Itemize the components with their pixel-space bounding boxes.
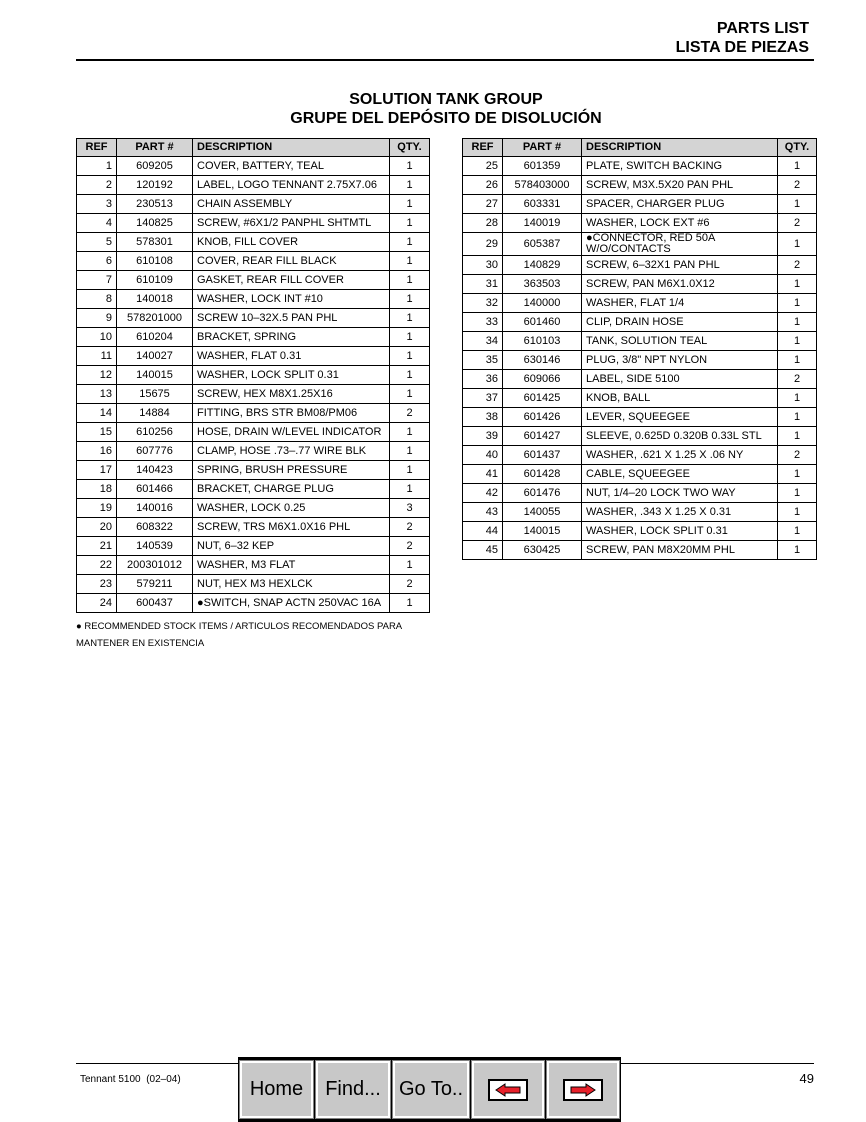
table-row xyxy=(77,537,430,556)
qty-cell: 2 xyxy=(390,575,430,594)
ref-cell: 13 xyxy=(77,385,117,404)
qty-cell: 1 xyxy=(390,594,430,613)
qty-cell: 1 xyxy=(390,480,430,499)
table-row xyxy=(77,480,430,499)
description-cell: WASHER, M3 FLAT xyxy=(193,556,390,575)
description-cell: CLIP, DRAIN HOSE xyxy=(582,313,778,332)
qty-cell: 1 xyxy=(390,442,430,461)
part-number-cell: 140423 xyxy=(117,461,193,480)
table-row xyxy=(463,294,817,313)
col-qty: QTY. xyxy=(778,139,817,157)
table-row xyxy=(77,499,430,518)
part-number-cell: 140825 xyxy=(117,214,193,233)
ref-cell: 9 xyxy=(77,309,117,328)
part-number-cell: 15675 xyxy=(117,385,193,404)
table-row xyxy=(463,256,817,275)
ref-cell: 12 xyxy=(77,366,117,385)
previous-page-button[interactable] xyxy=(472,1061,544,1118)
table-row xyxy=(77,252,430,271)
description-cell: HOSE, DRAIN W/LEVEL INDICATOR xyxy=(193,423,390,442)
qty-cell: 1 xyxy=(390,423,430,442)
part-number-cell: 578201000 xyxy=(117,309,193,328)
col-ref: REF xyxy=(463,139,503,157)
part-number-cell: 601359 xyxy=(503,157,582,176)
qty-cell: 1 xyxy=(778,275,817,294)
ref-cell: 38 xyxy=(463,408,503,427)
description-cell: WASHER, LOCK SPLIT 0.31 xyxy=(582,522,778,541)
qty-cell: 2 xyxy=(778,176,817,195)
table-row xyxy=(463,522,817,541)
qty-cell: 1 xyxy=(390,157,430,176)
table-row xyxy=(463,351,817,370)
description-cell: WASHER, LOCK 0.25 xyxy=(193,499,390,518)
ref-cell: 15 xyxy=(77,423,117,442)
description-cell: SCREW, TRS M6X1.0X16 PHL xyxy=(193,518,390,537)
description-cell: BRACKET, CHARGE PLUG xyxy=(193,480,390,499)
description-cell: SCREW, PAN M8X20MM PHL xyxy=(582,541,778,560)
ref-cell: 36 xyxy=(463,370,503,389)
ref-cell: 25 xyxy=(463,157,503,176)
qty-cell: 1 xyxy=(390,233,430,252)
qty-cell: 2 xyxy=(778,256,817,275)
description-cell: BRACKET, SPRING xyxy=(193,328,390,347)
description-cell: SCREW 10–32X.5 PAN PHL xyxy=(193,309,390,328)
part-number-cell: 140829 xyxy=(503,256,582,275)
qty-cell: 1 xyxy=(778,465,817,484)
table-header-row xyxy=(463,139,817,157)
qty-cell: 1 xyxy=(390,271,430,290)
table-row xyxy=(463,503,817,522)
part-number-cell: 609205 xyxy=(117,157,193,176)
description-cell: TANK, SOLUTION TEAL xyxy=(582,332,778,351)
part-number-cell: 601476 xyxy=(503,484,582,503)
part-number-cell: 578301 xyxy=(117,233,193,252)
table-row xyxy=(77,518,430,537)
part-number-cell: 603331 xyxy=(503,195,582,214)
ref-cell: 41 xyxy=(463,465,503,484)
part-number-cell: 140015 xyxy=(503,522,582,541)
description-cell: KNOB, BALL xyxy=(582,389,778,408)
page-header xyxy=(676,19,809,57)
ref-cell: 32 xyxy=(463,294,503,313)
table-row xyxy=(77,442,430,461)
qty-cell: 1 xyxy=(778,233,817,256)
ref-cell: 16 xyxy=(77,442,117,461)
part-number-cell: 140000 xyxy=(503,294,582,313)
part-number-cell: 140018 xyxy=(117,290,193,309)
description-cell: SCREW, HEX M8X1.25X16 xyxy=(193,385,390,404)
description-cell: COVER, REAR FILL BLACK xyxy=(193,252,390,271)
ref-cell: 11 xyxy=(77,347,117,366)
ref-cell: 24 xyxy=(77,594,117,613)
ref-cell: 28 xyxy=(463,214,503,233)
description-cell: SCREW, #6X1/2 PANPHL SHTMTL xyxy=(193,214,390,233)
table-row xyxy=(77,366,430,385)
description-cell: NUT, 1/4–20 LOCK TWO WAY xyxy=(582,484,778,503)
table-row xyxy=(77,347,430,366)
description-cell: LABEL, SIDE 5100 xyxy=(582,370,778,389)
description-cell: ●SWITCH, SNAP ACTN 250VAC 16A xyxy=(193,594,390,613)
ref-cell: 22 xyxy=(77,556,117,575)
qty-cell: 1 xyxy=(390,214,430,233)
part-number-cell: 140016 xyxy=(117,499,193,518)
part-number-cell: 140015 xyxy=(117,366,193,385)
part-number-cell: 140019 xyxy=(503,214,582,233)
description-cell: WASHER, LOCK INT #10 xyxy=(193,290,390,309)
qty-cell: 1 xyxy=(390,461,430,480)
part-number-cell: 610204 xyxy=(117,328,193,347)
home-button[interactable]: Home xyxy=(240,1061,313,1118)
ref-cell: 17 xyxy=(77,461,117,480)
table-row xyxy=(463,313,817,332)
ref-cell: 10 xyxy=(77,328,117,347)
ref-cell: 4 xyxy=(77,214,117,233)
description-cell: WASHER, LOCK SPLIT 0.31 xyxy=(193,366,390,385)
table-row xyxy=(463,195,817,214)
description-cell: LEVER, SQUEEGEE xyxy=(582,408,778,427)
part-number-cell: 140027 xyxy=(117,347,193,366)
qty-cell: 1 xyxy=(390,328,430,347)
arrow-right-icon xyxy=(563,1079,603,1101)
table-row xyxy=(77,176,430,195)
header-title-es: LISTA DE PIEZAS xyxy=(675,39,809,56)
description-cell: SPRING, BRUSH PRESSURE xyxy=(193,461,390,480)
header-title-en: PARTS LIST xyxy=(716,20,809,37)
qty-cell: 2 xyxy=(778,214,817,233)
part-number-cell: 610109 xyxy=(117,271,193,290)
part-number-cell: 363503 xyxy=(503,275,582,294)
table-row xyxy=(77,556,430,575)
footer-date: (02–04) xyxy=(146,1074,181,1085)
ref-cell: 20 xyxy=(77,518,117,537)
qty-cell: 1 xyxy=(778,522,817,541)
qty-cell: 1 xyxy=(390,195,430,214)
qty-cell: 1 xyxy=(390,366,430,385)
group-title-es: GRUPE DEL DEPÓSITO DE DISOLUCIÓN xyxy=(290,110,602,127)
ref-cell: 23 xyxy=(77,575,117,594)
ref-cell: 8 xyxy=(77,290,117,309)
ref-cell: 29 xyxy=(463,233,503,256)
description-cell: SCREW, M3X.5X20 PAN PHL xyxy=(582,176,778,195)
description-cell: CABLE, SQUEEGEE xyxy=(582,465,778,484)
ref-cell: 42 xyxy=(463,484,503,503)
table-row xyxy=(77,404,430,423)
table-row xyxy=(463,427,817,446)
description-cell: GASKET, REAR FILL COVER xyxy=(193,271,390,290)
qty-cell: 1 xyxy=(778,408,817,427)
qty-cell: 1 xyxy=(778,313,817,332)
table-row xyxy=(77,233,430,252)
ref-cell: 40 xyxy=(463,446,503,465)
part-number-cell: 230513 xyxy=(117,195,193,214)
ref-cell: 43 xyxy=(463,503,503,522)
col-part: PART # xyxy=(503,139,582,157)
part-number-cell: 601428 xyxy=(503,465,582,484)
part-number-cell: 607776 xyxy=(117,442,193,461)
table-row xyxy=(463,370,817,389)
ref-cell: 5 xyxy=(77,233,117,252)
table-row xyxy=(463,408,817,427)
col-description: DESCRIPTION xyxy=(193,139,390,157)
part-number-cell: 120192 xyxy=(117,176,193,195)
qty-cell: 2 xyxy=(390,518,430,537)
ref-cell: 18 xyxy=(77,480,117,499)
table-row xyxy=(77,328,430,347)
qty-cell: 1 xyxy=(390,176,430,195)
footer-model xyxy=(80,1074,181,1085)
description-cell: WASHER, .343 X 1.25 X 0.31 xyxy=(582,503,778,522)
qty-cell: 2 xyxy=(778,446,817,465)
table-row xyxy=(463,332,817,351)
table-row xyxy=(77,594,430,613)
part-number-cell: 601460 xyxy=(503,313,582,332)
table-row xyxy=(463,275,817,294)
description-cell: SCREW, 6–32X1 PAN PHL xyxy=(582,256,778,275)
ref-cell: 3 xyxy=(77,195,117,214)
ref-cell: 26 xyxy=(463,176,503,195)
table-row xyxy=(463,465,817,484)
table-row xyxy=(77,575,430,594)
page-number: 49 xyxy=(799,1071,814,1086)
part-number-cell: 578403000 xyxy=(503,176,582,195)
description-cell: NUT, HEX M3 HEXLCK xyxy=(193,575,390,594)
ref-cell: 14 xyxy=(77,404,117,423)
ref-cell: 44 xyxy=(463,522,503,541)
stock-note: ● RECOMMENDED STOCK ITEMS / ARTICULOS RECOMENDADOS PARA MANTENER EN EXISTENCIA xyxy=(76,621,402,649)
parts-table-left xyxy=(76,138,430,613)
ref-cell: 1 xyxy=(77,157,117,176)
part-number-cell: 579211 xyxy=(117,575,193,594)
description-cell: SLEEVE, 0.625D 0.320B 0.33L STL xyxy=(582,427,778,446)
qty-cell: 1 xyxy=(778,484,817,503)
qty-cell: 1 xyxy=(778,503,817,522)
part-number-cell: 140539 xyxy=(117,537,193,556)
description-cell: WASHER, LOCK EXT #6 xyxy=(582,214,778,233)
description-cell: ●CONNECTOR, RED 50A W/O/CONTACTS xyxy=(582,233,778,256)
table-row xyxy=(77,309,430,328)
col-ref: REF xyxy=(77,139,117,157)
ref-cell: 34 xyxy=(463,332,503,351)
description-cell: CLAMP, HOSE .73–.77 WIRE BLK xyxy=(193,442,390,461)
description-cell: PLATE, SWITCH BACKING xyxy=(582,157,778,176)
qty-cell: 1 xyxy=(778,195,817,214)
ref-cell: 2 xyxy=(77,176,117,195)
qty-cell: 1 xyxy=(778,541,817,560)
ref-cell: 27 xyxy=(463,195,503,214)
qty-cell: 1 xyxy=(778,389,817,408)
arrow-left-icon xyxy=(488,1079,528,1101)
ref-cell: 30 xyxy=(463,256,503,275)
table-row xyxy=(77,461,430,480)
goto-button[interactable]: Go To.. xyxy=(393,1061,469,1118)
qty-cell: 1 xyxy=(390,290,430,309)
table-row xyxy=(77,423,430,442)
part-number-cell: 609066 xyxy=(503,370,582,389)
description-cell: WASHER, FLAT 0.31 xyxy=(193,347,390,366)
nav-toolbar xyxy=(238,1057,621,1122)
part-number-cell: 200301012 xyxy=(117,556,193,575)
part-number-cell: 600437 xyxy=(117,594,193,613)
description-cell: SPACER, CHARGER PLUG xyxy=(582,195,778,214)
table-row xyxy=(463,446,817,465)
ref-cell: 37 xyxy=(463,389,503,408)
part-number-cell: 601427 xyxy=(503,427,582,446)
part-number-cell: 140055 xyxy=(503,503,582,522)
part-number-cell: 601466 xyxy=(117,480,193,499)
col-part: PART # xyxy=(117,139,193,157)
part-number-cell: 605387 xyxy=(503,233,582,256)
part-number-cell: 601426 xyxy=(503,408,582,427)
part-number-cell: 610108 xyxy=(117,252,193,271)
table-row xyxy=(463,541,817,560)
description-cell: CHAIN ASSEMBLY xyxy=(193,195,390,214)
description-cell: COVER, BATTERY, TEAL xyxy=(193,157,390,176)
footer-model-name: Tennant 5100 xyxy=(80,1074,141,1085)
qty-cell: 1 xyxy=(390,347,430,366)
qty-cell: 1 xyxy=(778,427,817,446)
qty-cell: 1 xyxy=(390,309,430,328)
ref-cell: 35 xyxy=(463,351,503,370)
qty-cell: 1 xyxy=(778,294,817,313)
table-row xyxy=(463,176,817,195)
table-row xyxy=(463,484,817,503)
part-number-cell: 630146 xyxy=(503,351,582,370)
qty-cell: 3 xyxy=(390,499,430,518)
qty-cell: 2 xyxy=(390,537,430,556)
qty-cell: 1 xyxy=(390,252,430,271)
col-description: DESCRIPTION xyxy=(582,139,778,157)
part-number-cell: 610256 xyxy=(117,423,193,442)
qty-cell: 1 xyxy=(778,351,817,370)
ref-cell: 6 xyxy=(77,252,117,271)
table-row xyxy=(463,214,817,233)
table-row xyxy=(77,271,430,290)
group-title-en: SOLUTION TANK GROUP xyxy=(349,91,543,108)
part-number-cell: 14884 xyxy=(117,404,193,423)
table-row xyxy=(463,233,817,256)
col-qty: QTY. xyxy=(390,139,430,157)
description-cell: WASHER, .621 X 1.25 X .06 NY xyxy=(582,446,778,465)
ref-cell: 7 xyxy=(77,271,117,290)
part-number-cell: 610103 xyxy=(503,332,582,351)
table-row xyxy=(463,157,817,176)
qty-cell: 2 xyxy=(390,404,430,423)
ref-cell: 21 xyxy=(77,537,117,556)
qty-cell: 1 xyxy=(778,332,817,351)
ref-cell: 45 xyxy=(463,541,503,560)
qty-cell: 1 xyxy=(390,556,430,575)
part-number-cell: 601437 xyxy=(503,446,582,465)
description-cell: KNOB, FILL COVER xyxy=(193,233,390,252)
table-header-row xyxy=(77,139,430,157)
table-row xyxy=(77,157,430,176)
ref-cell: 31 xyxy=(463,275,503,294)
description-cell: FITTING, BRS STR BM08/PM06 xyxy=(193,404,390,423)
qty-cell: 1 xyxy=(778,157,817,176)
description-cell: PLUG, 3/8" NPT NYLON xyxy=(582,351,778,370)
parts-table-right xyxy=(462,138,817,560)
qty-cell: 1 xyxy=(390,385,430,404)
part-number-cell: 630425 xyxy=(503,541,582,560)
ref-cell: 19 xyxy=(77,499,117,518)
part-number-cell: 608322 xyxy=(117,518,193,537)
table-row xyxy=(77,195,430,214)
table-row xyxy=(463,389,817,408)
table-row xyxy=(77,290,430,309)
description-cell: NUT, 6–32 KEP xyxy=(193,537,390,556)
part-number-cell: 601425 xyxy=(503,389,582,408)
table-row xyxy=(77,214,430,233)
ref-cell: 39 xyxy=(463,427,503,446)
next-page-button[interactable] xyxy=(547,1061,619,1118)
description-cell: SCREW, PAN M6X1.0X12 xyxy=(582,275,778,294)
find-button[interactable]: Find... xyxy=(316,1061,390,1118)
qty-cell: 2 xyxy=(778,370,817,389)
description-cell: LABEL, LOGO TENNANT 2.75X7.06 xyxy=(193,176,390,195)
header-rule xyxy=(76,59,814,61)
ref-cell: 33 xyxy=(463,313,503,332)
description-cell: WASHER, FLAT 1/4 xyxy=(582,294,778,313)
table-row xyxy=(77,385,430,404)
